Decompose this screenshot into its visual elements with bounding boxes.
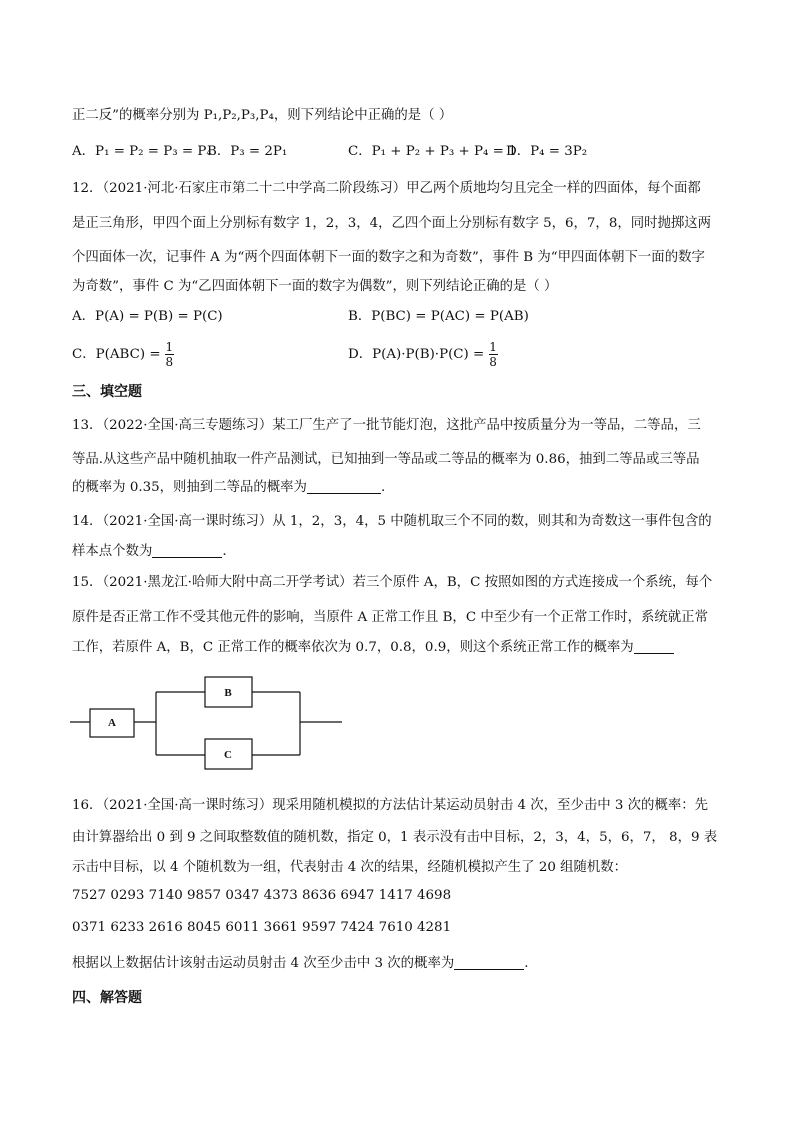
q14-stem-line1: 14．（2021·全国·高一课时练习）从 1，2，3，4，5 中随机取三个不同的数，则其和为奇数这一事件包含的: [72, 514, 712, 529]
frac-numerator: 1: [165, 340, 174, 354]
q15-stem-line2: 原件是否正常工作不受其他元件的影响，当原件 A 正常工作且 B，C 中至少有一个正常工作时，系统就正常: [72, 610, 708, 625]
q16-stem-text: 根据以上数据估计该射击运动员射击 4 次至少击中 3 次的概率为: [72, 956, 455, 971]
section-heading-fill-in: 三、填空题: [72, 384, 142, 400]
q14-stem-text: 样本点个数为: [72, 544, 153, 559]
q13-stem-line2: 等品.从这些产品中随机抽取一件产品测试，已知抽到一等品或二等品的概率为 0.86，抽到二等品或三等品: [72, 452, 700, 467]
q16-stem-line4: [72, 952, 529, 971]
fraction: [489, 340, 498, 369]
q12-option-a: A．P(A) = P(B) = P(C): [72, 309, 223, 324]
answer-blank[interactable]: [307, 479, 381, 494]
answer-blank[interactable]: [454, 955, 524, 970]
q14-stem-line2: [72, 540, 227, 559]
random-numbers-row-1: 7527 0293 7140 9857 0347 4373 8636 6947 1417 4698: [72, 888, 452, 903]
q13-stem-text: 的概率为 0.35，则抽到二等品的概率为: [72, 480, 307, 495]
q13-stem-line3: [72, 476, 385, 495]
q11-stem: 正二反”的概率分别为 P₁,P₂,P₃,P₄，则下列结论中正确的是（ ）: [72, 108, 453, 123]
q12-option-d-text: D．P(A)·P(B)·P(C) =: [348, 347, 485, 362]
component-a-label: A: [108, 717, 116, 729]
q11-option-d: D．P₄ = 3P₂: [506, 144, 588, 159]
random-numbers-row-2: 0371 6233 2616 8045 6011 3661 9597 7424 7610 4281: [72, 920, 452, 935]
q15-stem-line3: [72, 636, 674, 655]
period: .: [524, 956, 529, 971]
q11-option-c: C．P₁ + P₂ + P₃ + P₄ = 1: [348, 144, 517, 159]
frac-denominator: 8: [165, 355, 174, 369]
q12-option-c-text: C．P(ABC) =: [72, 347, 161, 362]
q12-option-d: [348, 340, 498, 369]
component-c-label: C: [224, 749, 232, 761]
q16-stem-line3: 示击中目标，以 4 个随机数为一组，代表射击 4 次的结果，经随机模拟产生了 20 组随机数：: [72, 860, 628, 875]
answer-blank[interactable]: [152, 543, 222, 558]
frac-numerator: 1: [489, 340, 497, 354]
component-b-label: B: [224, 687, 232, 699]
period: .: [222, 544, 227, 559]
q12-stem-line2: 是正三角形，甲四个面上分别标有数字 1，2，3，4，乙四个面上分别标有数字 5，6，7，8，同时抛掷这两: [72, 216, 712, 231]
answer-blank[interactable]: [634, 639, 674, 654]
period: .: [380, 480, 386, 495]
q13-stem-line1: 13．（2022·全国·高三专题练习）某工厂生产了一批节能灯泡，这批产品中按质量分为一等品，二等品，三: [72, 418, 701, 433]
circuit-diagram: [70, 665, 350, 775]
q16-stem-line1: 16．（2021·全国·高一课时练习）现采用随机模拟的方法估计某运动员射击 4 次，至少击中 3 次的概率：先: [72, 798, 709, 813]
frac-denominator: 8: [489, 355, 497, 369]
q12-stem-line3: 个四面体一次，记事件 A 为“两个四面体朝下一面的数字之和为奇数”，事件 B 为“甲四面体朝下一面的数字: [72, 250, 705, 265]
q15-stem-line1: 15．（2021·黑龙江·哈师大附中高二开学考试）若三个原件 A，B，C 按照如图的方式连接成一个系统，每个: [72, 575, 713, 590]
q12-stem-line4: 为奇数”，事件 C 为“乙四面体朝下一面的数字为偶数”，则下列结论正确的是（ ）: [72, 279, 558, 294]
q16-stem-line2: 由计算器给出 0 到 9 之间取整数值的随机数，指定 0，1 表示没有击中目标，2，3，4，5，6，7， 8，9 表: [72, 830, 718, 845]
q11-option-a: A．P₁ = P₂ = P₃ = P₄: [72, 144, 212, 159]
q12-option-c: [72, 340, 174, 369]
q12-stem-line1: 12．（2021·河北·石家庄市第二十二中学高二阶段练习）甲乙两个质地均匀且完全一样的四面体，每个面都: [72, 181, 701, 196]
section-heading-answer: 四、解答题: [72, 990, 142, 1006]
q12-option-b: B．P(BC) = P(AC) = P(AB): [348, 309, 529, 324]
fraction: [165, 340, 174, 369]
q15-stem-text: 工作，若原件 A，B，C 正常工作的概率依次为 0.7，0.8，0.9，则这个系统正常工作的概率为: [72, 640, 634, 655]
q11-option-b: B．P₃ = 2P₁: [207, 144, 288, 159]
